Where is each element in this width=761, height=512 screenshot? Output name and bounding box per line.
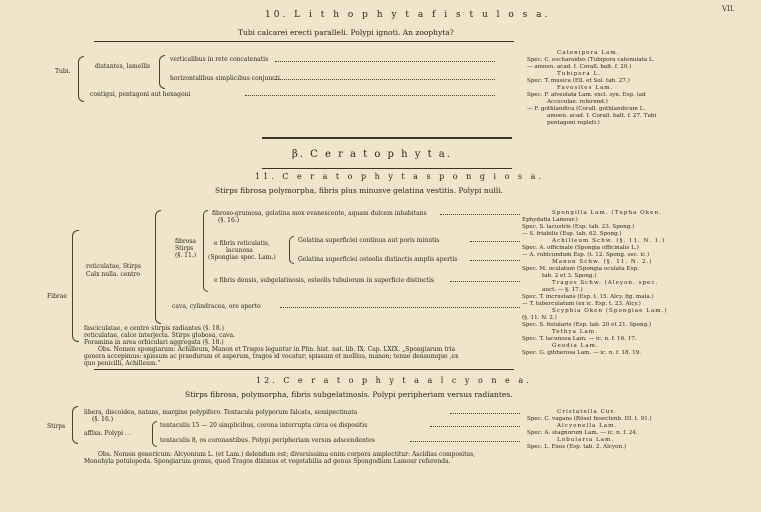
stirps-12-brace (72, 406, 78, 444)
section-12-subtitle: Stirps fibrosa, polymorpha, fibris subgelatinosis. Polypi peripheriam versus radiantes. (185, 390, 513, 399)
genus-entry: Alcyonella Lam. (557, 423, 618, 429)
tentacula-15: tentaculis 15 — 20 simplicibus, corona interrupta circa os dispositis (160, 422, 368, 429)
genus-entry: Spec. T. incrustans (Esp. t. 15. Alcy. fig. mala.) (522, 294, 654, 300)
libera-text: libera, discoidea, natans, margine polypifero. Tentacula polyporum falcata, semipectinata (84, 409, 358, 416)
genus-entry: Spec. C. vagans (Rösel Insectenb. III. t. 91.) (527, 416, 652, 422)
section-12-genera-list (527, 409, 755, 451)
efibris-text: (Spongiae spec. Lam.) (208, 254, 276, 261)
leader-dots (275, 79, 495, 80)
fibrosa-stirps: fibrosa (175, 238, 196, 245)
genus-entry: Spec. M. oculatum (Spongia oculata Esp. (522, 266, 639, 272)
genus-entry: Catenipora Lam. (557, 50, 620, 56)
genus-entry: Spec. F. alveolata Lam. excl. syn. Esp. (ad (527, 92, 646, 98)
fibrosa-stirps: Stirps (175, 245, 194, 252)
distantes-brace (159, 55, 165, 89)
page-number: VII. (722, 5, 735, 13)
contigui-text: contigui, pentagoni aut hexagoni (90, 91, 191, 98)
genus-entry: pentagoni repleti.) (547, 120, 600, 126)
beta-rule-top (262, 137, 512, 139)
genus-entry: Spec. G. gibberosa Lam. — ic. n. f. 18. 19. (522, 350, 642, 356)
fibroso-ref: (§. 16.) (218, 217, 240, 224)
section-12-rule (94, 369, 514, 370)
genus-entry: Spec. S. fistularis (Esp. tab. 20 et 21. Spong.) (522, 322, 652, 328)
reticulatae-text: reticulatae, Stirps (86, 263, 142, 270)
tubi-brace (78, 56, 84, 102)
obs-11-line: Obs. Nomen spongiarum: Achilleum, Manon et Tragos leguntur in Plin. hist. nat. lib. IX. Cap. LXIX. „Spongiarum tria (98, 346, 456, 353)
tubi-label: Tubi. (55, 68, 71, 75)
obs-12-line: Monohyla potulopoda. Spongiarum genus, quod Tragos diximus et vegetabilia ad genus Spongodium Lamour referenda. (84, 458, 451, 465)
genus-entry: Tethya Lam. (552, 329, 598, 335)
genus-entry: Tragos Schw. (Aleyon. spec. (552, 280, 659, 286)
genus-entry: Spec. C. escharoides (Tubipora catenulata L. (527, 57, 655, 63)
leader-dots (275, 61, 495, 62)
reticulatae-calce-text: reticulatae, calce interjecta. Stirps globosa, cava. (84, 332, 235, 339)
genus-entry: auct. — §. 17.) (542, 287, 583, 293)
section-10-genera-list (527, 50, 755, 127)
calx-text: Calx nulla. centro (86, 271, 141, 278)
genus-entry: Lobularia Lam. (557, 437, 615, 443)
genus-entry: — S. friabilis (Esp. tab. 62. Spong.) (522, 231, 622, 237)
section-10-rule (94, 41, 514, 42)
leader-dots (430, 426, 520, 427)
gelatina-brace (289, 236, 294, 264)
genus-entry: Spec. A. officinale (Spongia officinalis L.) (522, 245, 639, 251)
cava-text: cava, cylindracea, ore aperto (172, 303, 261, 310)
genus-entry: Ephydatia Lamour.) (522, 217, 578, 223)
vert-text: verticalibus in rete concatenatis (170, 56, 269, 63)
genus-entry: — T. tuberculatum (ex ic. Esp. t. 23. Alcy.) (522, 301, 641, 307)
genus-entry: Spongilla Lam. (Tupha Oken. (552, 210, 662, 216)
gelatina-continua: Gelatina superficiei continua aut poris minutis (298, 237, 440, 244)
leader-dots (440, 214, 520, 215)
fibrosa-brace (203, 210, 208, 292)
genus-entry: Spec. T. musica (Ell. et Sol. tab. 27.) (527, 78, 630, 84)
section-10-subtitle: Tubi calcarei erecti paralleli. Polypi ignoti. An zoophyta? (238, 28, 454, 37)
densis-text: e fibris densis, subgelatinosis, osteolis tubulorum in superficie distinctis (214, 277, 434, 284)
section-12-title: 12. C e r a t o p h y t a a l c y o n e a. (256, 376, 532, 385)
affixa-brace (152, 421, 157, 447)
genus-entry: Spec. T. lacunosa Lam. — ic. n. f. 16. 17. (522, 336, 637, 342)
genus-entry: Cristatella Cuv. (557, 409, 617, 415)
efibris-text: e fibris reticulatis, (214, 240, 270, 247)
section-11-genera-list (522, 210, 757, 357)
leader-dots (450, 413, 520, 414)
stirps-12-label: Stirps (47, 423, 66, 430)
libera-ref: (§. 16.) (92, 416, 114, 423)
affixa-text: affixa. Polypi . . (84, 430, 131, 437)
leader-dots (245, 95, 495, 96)
horiz-text: horizontalibus simplicibus conjuncti (170, 75, 280, 82)
fibrae-brace (72, 230, 79, 342)
obs-11-line: genera accepimus: spissum ac praedurum et asperum, tragos id vocatur; spissum et mollius, manon; tenue densumque ,ex (84, 353, 459, 360)
genus-entry: (§. 11. N. 2.) (522, 315, 557, 321)
distantes-text: distantes, lamellis (95, 63, 151, 70)
genus-entry: Tubipora L. (557, 71, 601, 77)
tentacula-8: tentaculis 8, os coronantibus. Polypi peripheriam versus adscendentes (160, 437, 375, 444)
genus-entry: tab. 2 et 3. Spong.) (542, 273, 597, 279)
fibrosa-stirps: (§. 11.) (175, 252, 197, 259)
genus-entry: — amoen. acad. I. Corall. balt. f. 20.) (527, 64, 632, 70)
genus-entry: — F. gothlandica (Corall. gothlandicum L. (527, 106, 646, 112)
genus-entry: Manon Schw. (§. 11. N. 2.) (552, 259, 653, 265)
obs-12-line: Obs. Nomen genericum: Alcyonium L. (et Lam.) delendum est; diversissima enim corpora amplectitur: Ascidias compositas, (98, 451, 476, 458)
gelatina-osteolis: Gelatina superficiei osteolis distinctis amplis apertis (298, 256, 458, 263)
stirps-brace (155, 210, 161, 324)
beta-rule-bottom (262, 168, 512, 169)
genus-entry: Scyphia Oken (Spongiae Lam.) (552, 308, 668, 314)
fibrae-label: Fibrae (47, 293, 67, 300)
genus-entry: Geodia Lam. (552, 343, 599, 349)
section-10-title: 10. L i t h o p h y t a f i s t u l o s a. (265, 10, 551, 20)
fibroso-text: fibroso-grumosa, gelatina mox evanescente, aquam dulcem inhabitans (212, 210, 427, 217)
obs-11-line: quo penicilli, Achilleum." (84, 360, 161, 367)
fasciculatae-text: fasciculatae, e centro stirpis radiantes (§. 18.) (84, 325, 224, 332)
section-11-subtitle: Stirps fibrosa polymorpha, fibris plus minusve gelatina vestitis. Polypi nulli. (215, 186, 504, 195)
genus-entry: Acceculae. referend.) (547, 99, 608, 105)
genus-entry: Spec. L. Exos (Esp. tab. 2. Alcyon.) (527, 444, 627, 450)
section-11-title: 11. C e r a t o p h y t a s p o n g i o s a. (255, 172, 544, 181)
leader-dots (280, 307, 520, 308)
genus-entry: amoen. acad. I. Corall. balt. f. 27. Tubi (547, 113, 657, 119)
leader-dots (470, 260, 520, 261)
genus-entry: Spec. S. lacustris (Esp. tab. 23. Spong.) (522, 224, 635, 230)
leader-dots (450, 281, 520, 282)
genus-entry: — A. rubicundum Esp. (t. 12. Spong. sec. ic.) (522, 252, 650, 258)
genus-entry: Favosites Lam. (557, 85, 614, 91)
leader-dots (410, 441, 520, 442)
genus-entry: Spec. A. stagnorum Lam. — ic. n. f. 24. (527, 430, 638, 436)
beta-heading: β. C e r a t o p h y t a. (292, 149, 452, 160)
efibris-text: lacunosa (226, 247, 253, 254)
leader-dots (470, 241, 520, 242)
genus-entry: Achilleum Schw. (§. 11. N. 1.) (552, 238, 666, 244)
foramina-text: Foramina in area orbiculari aggregata (§. 18.) (84, 339, 224, 346)
